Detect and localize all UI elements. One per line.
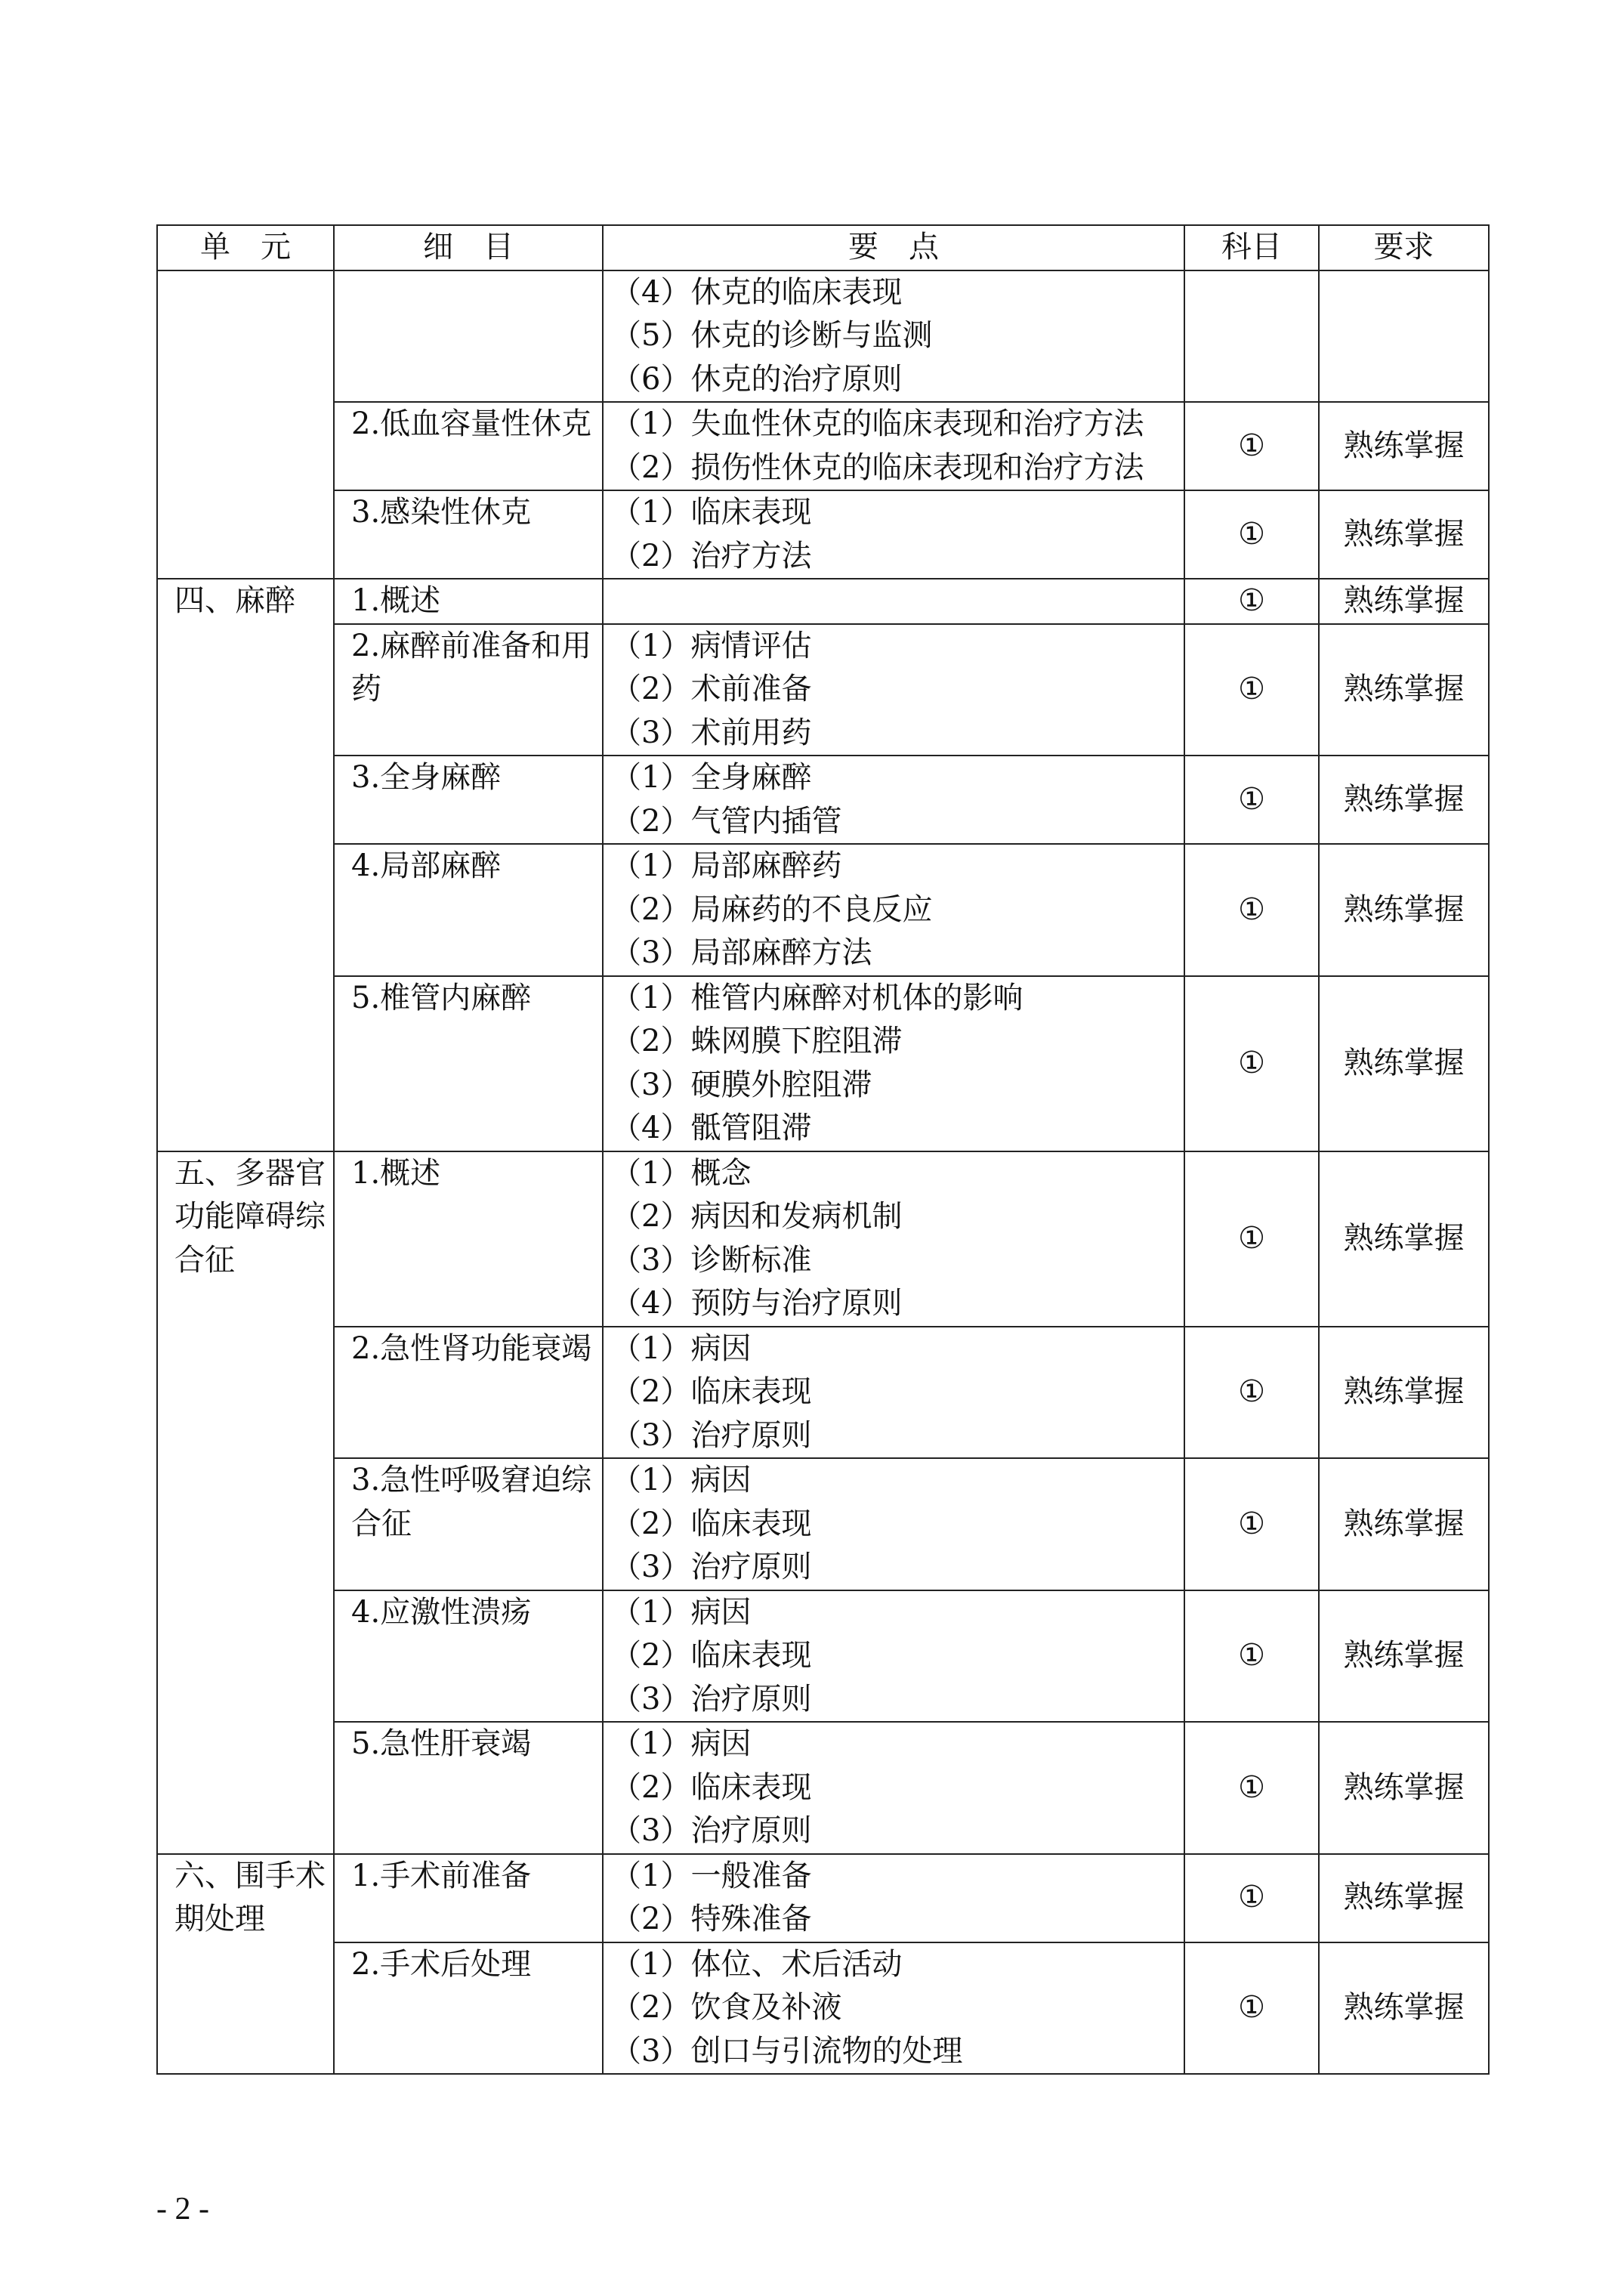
detail-cell <box>334 270 603 403</box>
point-item: （1）临床表现 <box>611 495 812 530</box>
table-row <box>157 1942 1489 2075</box>
detail-cell: 3.全身麻醉 <box>334 756 603 844</box>
point-item: （2）特殊准备 <box>611 1902 812 1936</box>
points-cell <box>603 579 1184 624</box>
unit-cell: 五、多器官功能障碍综合征 <box>157 1151 334 1854</box>
table-row <box>157 624 1489 756</box>
requirement-cell: 熟练掌握 <box>1319 756 1489 844</box>
point-item: （4）骶管阻滞 <box>611 1111 812 1145</box>
point-item: （2）临床表现 <box>611 1638 812 1673</box>
detail-cell: 2.手术后处理 <box>334 1942 603 2075</box>
point-item: （1）局部麻醉药 <box>611 848 842 883</box>
points-cell <box>603 490 1184 579</box>
point-item: （1）病因 <box>611 1726 752 1761</box>
points-cell <box>603 1151 1184 1327</box>
point-item: （3）治疗原则 <box>611 1550 812 1584</box>
requirement-cell: 熟练掌握 <box>1319 1590 1489 1723</box>
requirement-cell: 熟练掌握 <box>1319 976 1489 1151</box>
point-item: （2）蛛网膜下腔阻滞 <box>611 1024 903 1058</box>
point-item: （3）硬膜外腔阻滞 <box>611 1067 872 1102</box>
requirement-cell: 熟练掌握 <box>1319 624 1489 756</box>
points-cell <box>603 756 1184 844</box>
detail-cell: 5.椎管内麻醉 <box>334 976 603 1151</box>
point-item: （2）临床表现 <box>611 1506 812 1541</box>
requirement-cell: 熟练掌握 <box>1319 1942 1489 2075</box>
point-item: （2）临床表现 <box>611 1374 812 1409</box>
points-cell <box>603 1327 1184 1459</box>
header-requirement: 要求 <box>1319 225 1489 270</box>
unit-cell: 四、麻醉 <box>157 579 334 1151</box>
page-number: - 2 - <box>156 2192 209 2227</box>
points-cell <box>603 624 1184 756</box>
table-row <box>157 402 1489 490</box>
point-item: （2）治疗方法 <box>611 538 812 573</box>
points-cell <box>603 270 1184 403</box>
subject-cell: ① <box>1184 1942 1319 2075</box>
table-row <box>157 976 1489 1151</box>
header-subject: 科目 <box>1184 225 1319 270</box>
point-item: （3）治疗原则 <box>611 1813 812 1848</box>
detail-cell: 3.急性呼吸窘迫综合征 <box>334 1458 603 1590</box>
point-item: （1）失血性休克的临床表现和治疗方法 <box>611 406 1144 441</box>
table-row <box>157 1151 1489 1327</box>
point-item: （3）创口与引流物的处理 <box>611 2033 963 2069</box>
point-item: （2）损伤性休克的临床表现和治疗方法 <box>611 450 1144 485</box>
header-unit: 单 元 <box>157 225 334 270</box>
points-cell <box>603 1590 1184 1723</box>
requirement-cell: 熟练掌握 <box>1319 844 1489 976</box>
subject-cell: ① <box>1184 490 1319 579</box>
table-row <box>157 1590 1489 1723</box>
subject-cell: ① <box>1184 1722 1319 1854</box>
table-header-row <box>157 225 1489 270</box>
point-item: （1）病因 <box>611 1330 752 1366</box>
subject-cell: ① <box>1184 1590 1319 1723</box>
detail-cell: 1.概述 <box>334 1151 603 1327</box>
point-item: （3）治疗原则 <box>611 1681 812 1717</box>
subject-cell: ① <box>1184 756 1319 844</box>
subject-cell: ① <box>1184 402 1319 490</box>
requirement-cell: 熟练掌握 <box>1319 402 1489 490</box>
point-item: （2）气管内插管 <box>611 803 842 839</box>
points-cell <box>603 1458 1184 1590</box>
points-cell <box>603 1942 1184 2075</box>
point-item: （3）术前用药 <box>611 715 812 750</box>
point-item: （1）病因 <box>611 1594 752 1630</box>
detail-cell: 2.麻醉前准备和用药 <box>334 624 603 756</box>
point-item: （2）局麻药的不良反应 <box>611 892 933 927</box>
table-row <box>157 579 1489 624</box>
point-item: （1）体位、术后活动 <box>611 1946 903 1982</box>
subject-cell: ① <box>1184 976 1319 1151</box>
point-item: （1）病情评估 <box>611 628 812 663</box>
point-item: （1）椎管内麻醉对机体的影响 <box>611 980 1023 1015</box>
point-item: （1）病因 <box>611 1463 752 1497</box>
point-item: （5）休克的诊断与监测 <box>611 318 933 353</box>
requirement-cell: 熟练掌握 <box>1319 579 1489 624</box>
detail-cell: 4.应激性溃疡 <box>334 1590 603 1723</box>
table-row <box>157 1854 1489 1942</box>
table-row <box>157 270 1489 403</box>
header-points: 要 点 <box>603 225 1184 270</box>
requirement-cell <box>1319 270 1489 403</box>
requirement-cell: 熟练掌握 <box>1319 1151 1489 1327</box>
point-item: （1）全身麻醉 <box>611 760 812 795</box>
syllabus-table <box>156 224 1490 2075</box>
point-item: （2）临床表现 <box>611 1769 812 1805</box>
table-row <box>157 1458 1489 1590</box>
point-item: （2）术前准备 <box>611 672 812 706</box>
detail-cell: 4.局部麻醉 <box>334 844 603 976</box>
detail-cell: 5.急性肝衰竭 <box>334 1722 603 1854</box>
points-cell <box>603 402 1184 490</box>
unit-cell: 六、围手术期处理 <box>157 1854 334 2075</box>
requirement-cell: 熟练掌握 <box>1319 1854 1489 1942</box>
header-detail: 细 目 <box>334 225 603 270</box>
detail-cell: 3.感染性休克 <box>334 490 603 579</box>
detail-cell: 2.急性肾功能衰竭 <box>334 1327 603 1459</box>
point-item: （3）诊断标准 <box>611 1242 812 1278</box>
points-cell <box>603 1854 1184 1942</box>
table-row <box>157 1722 1489 1854</box>
detail-cell: 2.低血容量性休克 <box>334 402 603 490</box>
point-item: （4）预防与治疗原则 <box>611 1286 903 1321</box>
table-row <box>157 490 1489 579</box>
point-item: （3）局部麻醉方法 <box>611 935 872 970</box>
points-cell <box>603 976 1184 1151</box>
point-item: （1）概念 <box>611 1155 752 1191</box>
points-cell <box>603 1722 1184 1854</box>
requirement-cell: 熟练掌握 <box>1319 1327 1489 1459</box>
point-item: （2）饮食及补液 <box>611 1990 842 2025</box>
subject-cell: ① <box>1184 844 1319 976</box>
table-row <box>157 1327 1489 1459</box>
requirement-cell: 熟练掌握 <box>1319 1722 1489 1854</box>
subject-cell: ① <box>1184 579 1319 624</box>
requirement-cell: 熟练掌握 <box>1319 490 1489 579</box>
unit-cell-continued <box>157 270 334 579</box>
subject-cell: ① <box>1184 624 1319 756</box>
point-item: （1）一般准备 <box>611 1858 812 1893</box>
subject-cell: ① <box>1184 1327 1319 1459</box>
point-item: （2）病因和发病机制 <box>611 1199 903 1234</box>
detail-cell: 1.手术前准备 <box>334 1854 603 1942</box>
table-row <box>157 844 1489 976</box>
subject-cell: ① <box>1184 1854 1319 1942</box>
requirement-cell: 熟练掌握 <box>1319 1458 1489 1590</box>
point-item: （4）休克的临床表现 <box>611 274 903 310</box>
point-item: （3）治疗原则 <box>611 1417 812 1453</box>
detail-cell: 1.概述 <box>334 579 603 624</box>
points-cell <box>603 844 1184 976</box>
point-item: （6）休克的治疗原则 <box>611 361 903 397</box>
table-row <box>157 756 1489 844</box>
subject-cell: ① <box>1184 1458 1319 1590</box>
subject-cell: ① <box>1184 1151 1319 1327</box>
subject-cell <box>1184 270 1319 403</box>
